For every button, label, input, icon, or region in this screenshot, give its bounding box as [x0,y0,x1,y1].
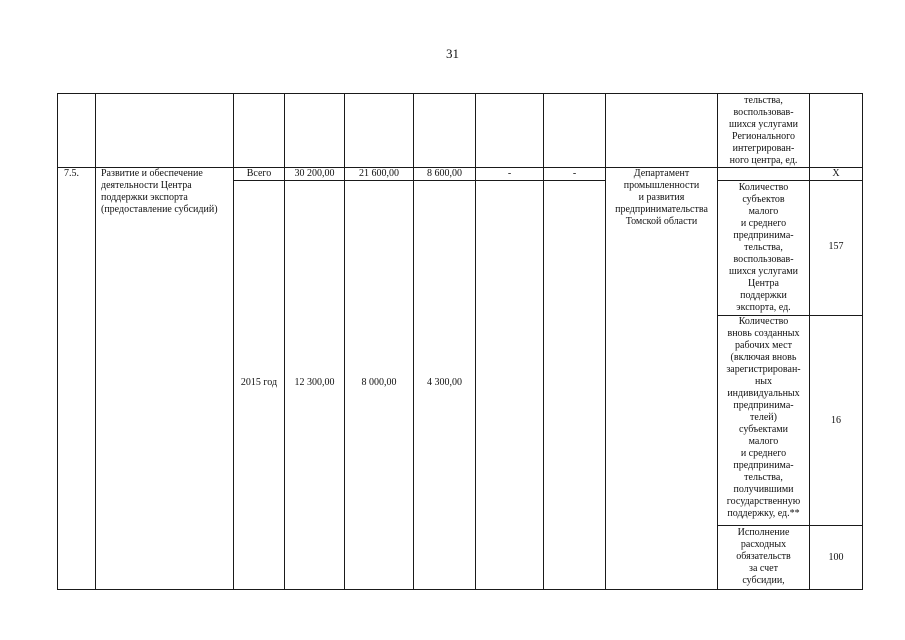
year-col2: 8 000,00 [361,377,397,388]
indicator-text: Исполнение расходных обязательств за счет субсидии, [736,527,791,586]
year-label: 2015 год [240,377,278,388]
total-label: Всего [246,168,272,179]
indicator-value: 157 [828,241,844,252]
col-line-0 [57,93,58,590]
year-sum: 12 300,00 [294,377,335,388]
total-sum: 30 200,00 [294,168,335,179]
col-line-1 [95,93,96,590]
indicator-divider-2 [717,525,863,526]
total-row-divider [233,180,605,181]
x-row-divider [717,180,863,181]
total-col2: 21 600,00 [359,168,399,179]
x-mark: Х [832,168,840,179]
executor: Департамент промышленности и развития предпринимательства Томской области [615,168,708,227]
indicator-value: 100 [828,552,844,563]
indicator-value: 16 [831,415,841,426]
event-name: Развитие и обеспечение деятельности Центра поддержки экспорта (предоставление субсидий) [101,168,218,215]
col-line-11 [862,93,863,590]
indicator-continuation-cell: тельства, воспользовав- шихся услугами Регионального интегрирован- ного центра, ед. [729,95,798,166]
table-bottom-border [57,589,863,590]
total-col3: 8 600,00 [427,168,462,179]
row-number: 7.5. [64,168,79,179]
total-col5: - [572,168,577,179]
page-number: 31 [446,46,459,61]
year-col3: 4 300,00 [427,377,462,388]
indicator-text: Количество вновь созданных рабочих мест (включая вновь зарегистрирован- ных индивидуальных предпринима- телей) субъектами малого и среднего предпринима- тельства, получившими государственную поддержку, ед.** [726,316,801,519]
total-col4: - [507,168,512,179]
table-top-border [57,93,863,94]
indicator-text: Количество субъектов малого и среднего предпринима- тельства, воспользовав- шихся услугами Центра поддержки экспорта, ед. [729,182,798,313]
